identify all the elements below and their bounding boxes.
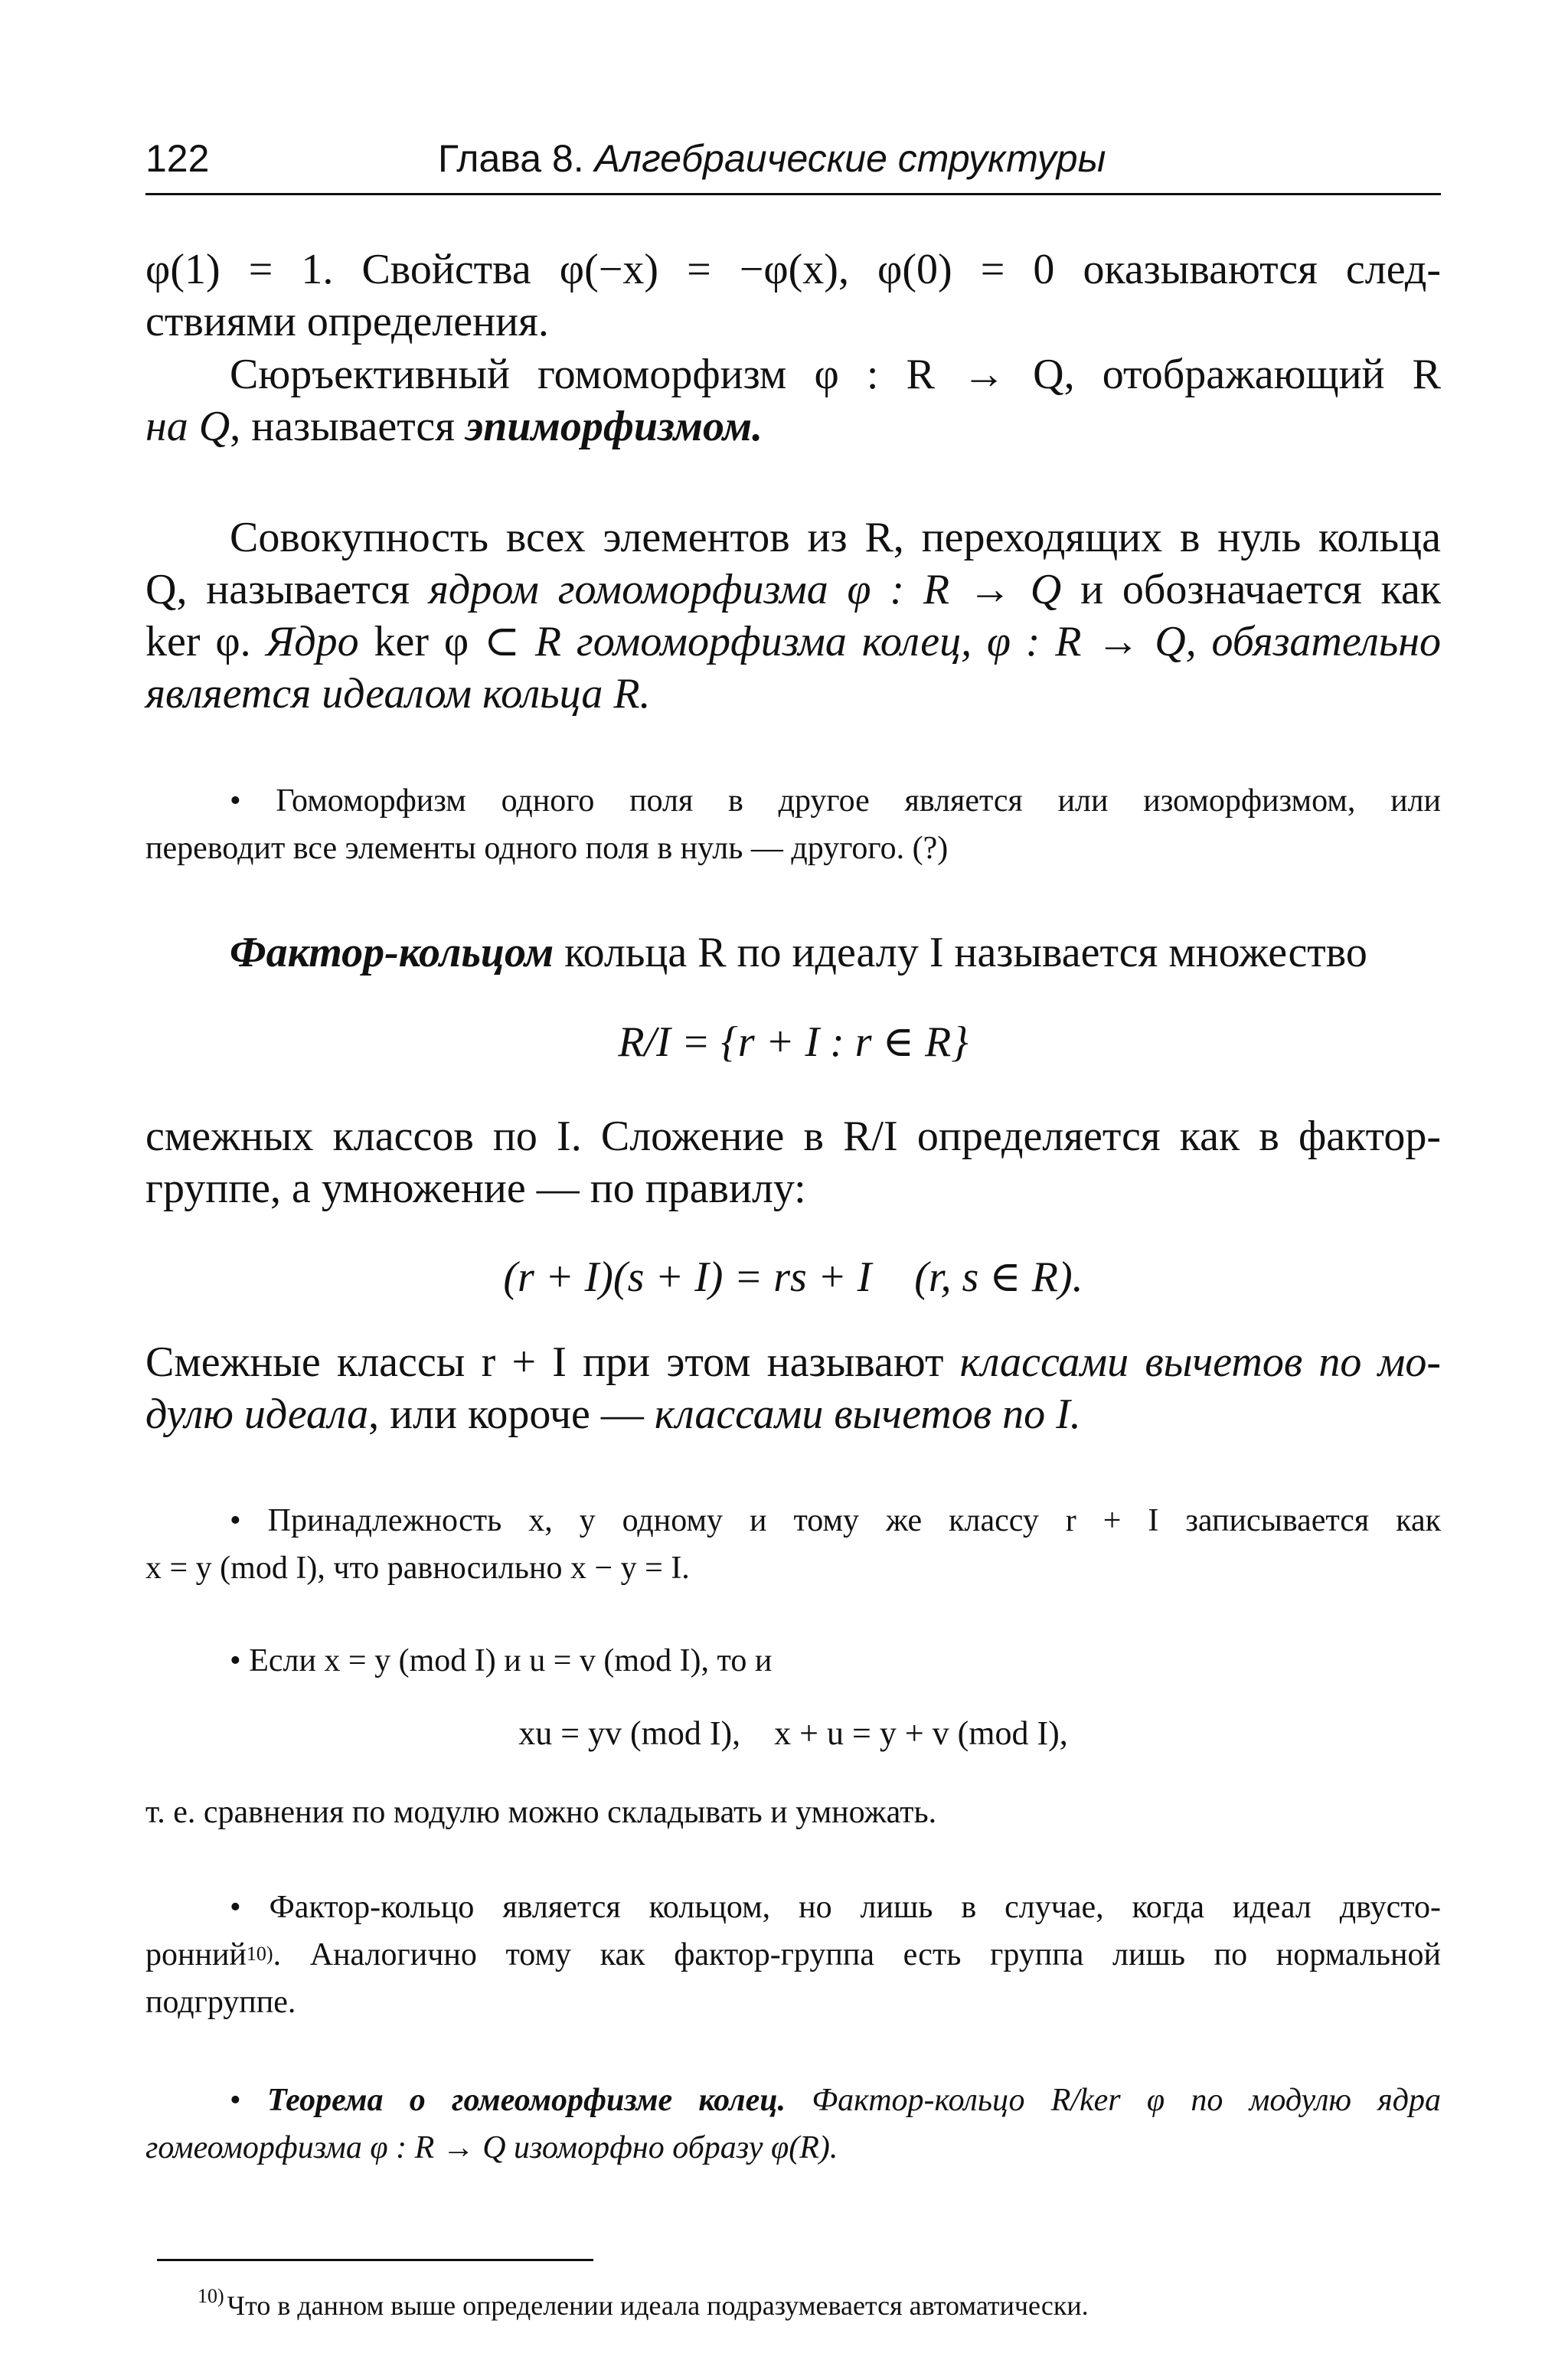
text-line bbox=[145, 1336, 1441, 1388]
footnote-ref[interactable]: 10) bbox=[246, 1943, 273, 1965]
text-fragment: , или короче — bbox=[368, 1391, 655, 1438]
text-line bbox=[145, 1388, 1441, 1440]
equation-multiplication: (r + I)(s + I) = rs + I (r, s ∈ R). bbox=[503, 1253, 1083, 1301]
paragraph-factor-ring bbox=[145, 927, 1441, 979]
text-fragment: на Q bbox=[145, 403, 230, 450]
text-fragment: ker φ. bbox=[145, 618, 266, 665]
text-fragment: Q, называется bbox=[145, 566, 429, 613]
note-theorem bbox=[145, 2077, 1441, 2172]
term-kernel: ядром гомоморфизма φ : R → Q bbox=[428, 566, 1062, 613]
text-line: φ(1) = 1. Свойства φ(−x) = −φ(x), φ(0) = 0 оказываются след- bbox=[145, 246, 1441, 293]
text-line bbox=[145, 2077, 1441, 2124]
header-rule bbox=[145, 193, 1441, 195]
page-number: 122 bbox=[145, 137, 210, 180]
text-line: т. е. сравнения по модулю можно складывать и умножать. bbox=[145, 1795, 937, 1830]
text-line: • Принадлежность x, y одному и тому же классу r + I записывается как bbox=[230, 1503, 1441, 1538]
text-line: ствиями определения. bbox=[145, 298, 549, 345]
text-line: подгруппе. bbox=[145, 1985, 296, 2020]
text-line: Сюръективный гомоморфизм φ : R → Q, отображающий R bbox=[230, 351, 1441, 398]
equation-quotient: R/I = {r + I : r ∈ R} bbox=[618, 1018, 969, 1066]
footnote bbox=[198, 2285, 1089, 2322]
text-fragment: кольца R по идеалу I называется множество bbox=[554, 929, 1367, 976]
text-line: x = y (mod I), что равносильно x − y = I. bbox=[145, 1551, 690, 1586]
paragraph-cosets bbox=[145, 1110, 1441, 1214]
text-fragment: Ядро bbox=[266, 618, 359, 665]
text-line: • Гомоморфизм одного поля в другое является или изоморфизмом, или bbox=[230, 783, 1441, 819]
text-fragment: Фактор-кольцо R/ker φ по модулю ядра bbox=[786, 2083, 1442, 2118]
text-fragment: ker φ bbox=[358, 618, 485, 665]
text-line: гомеоморфизма φ : R → Q изоморфно образу φ(R). bbox=[145, 2130, 838, 2165]
text-line: • Если x = y (mod I) и u = v (mod I), то и bbox=[230, 1643, 773, 1678]
chapter-name: Алгебраические структуры bbox=[594, 137, 1106, 180]
text-line bbox=[145, 400, 1441, 453]
term-factor-ring: Фактор-кольцом bbox=[230, 929, 554, 976]
chapter-label: Глава 8. bbox=[438, 137, 584, 180]
text-fragment: классами вычетов по I. bbox=[654, 1391, 1081, 1438]
text-fragment: и обозначается как bbox=[1061, 566, 1442, 613]
text-fragment: дулю идеала bbox=[145, 1391, 369, 1438]
note-congruence-ops bbox=[145, 1637, 1441, 1685]
equation-congruence-ops: xu = yv (mod I), x + u = y + v (mod I), bbox=[518, 1714, 1068, 1752]
term-theorem: Теорема о гомеоморфизме колец. bbox=[266, 2083, 786, 2118]
text-fragment: ⊂ R гомоморфизма колец, φ : R → Q, обязательно bbox=[484, 618, 1442, 665]
chapter-title bbox=[438, 136, 1106, 181]
term-residue-classes: классами вычетов по мо- bbox=[959, 1338, 1441, 1386]
text-line bbox=[145, 564, 1441, 616]
note-congruence-ops-tail bbox=[145, 1789, 1441, 1836]
paragraph-kernel bbox=[145, 511, 1441, 720]
paragraph-properties bbox=[145, 243, 1441, 348]
note-factor-ring-two-sided bbox=[145, 1884, 1441, 2026]
text-line: переводит все элементы одного поля в нуль — другого. (?) bbox=[145, 831, 949, 866]
text-line bbox=[145, 1931, 1441, 1979]
text-line: • Фактор-кольцо является кольцом, но лишь в случае, когда идеал двусто- bbox=[230, 1890, 1441, 1925]
text-fragment: . Аналогично тому как фактор-группа есть группа лишь по нормальной bbox=[273, 1937, 1441, 1972]
paragraph-epimorphism bbox=[145, 348, 1441, 453]
text-fragment: Смежные классы r + I при этом называют bbox=[145, 1338, 960, 1386]
running-header bbox=[145, 136, 1441, 193]
text-fragment: ронний bbox=[145, 1937, 247, 1972]
text-line: является идеалом кольца R. bbox=[145, 670, 651, 717]
text-fragment: , называется bbox=[230, 403, 466, 450]
footnote-rule bbox=[157, 2259, 593, 2261]
text-line: смежных классов по I. Сложение в R/I определяется как в фактор- bbox=[145, 1113, 1441, 1160]
text-line bbox=[145, 616, 1441, 668]
paragraph-residue-classes bbox=[145, 1336, 1441, 1440]
footnote-text: Что в данном выше определении идеала подразумевается автоматически. bbox=[227, 2290, 1089, 2321]
note-field-homomorphism bbox=[145, 777, 1441, 872]
footnote-mark: 10) bbox=[198, 2285, 224, 2307]
text-line: группе, а умножение — по правилу: bbox=[145, 1165, 806, 1212]
note-congruence bbox=[145, 1497, 1441, 1592]
text-line: Совокупность всех элементов из R, переходящих в нуль кольца bbox=[230, 514, 1441, 561]
term-epimorphism: эпиморфизмом. bbox=[466, 403, 763, 450]
text-line bbox=[145, 927, 1441, 979]
bullet-mark: • bbox=[230, 2083, 267, 2118]
